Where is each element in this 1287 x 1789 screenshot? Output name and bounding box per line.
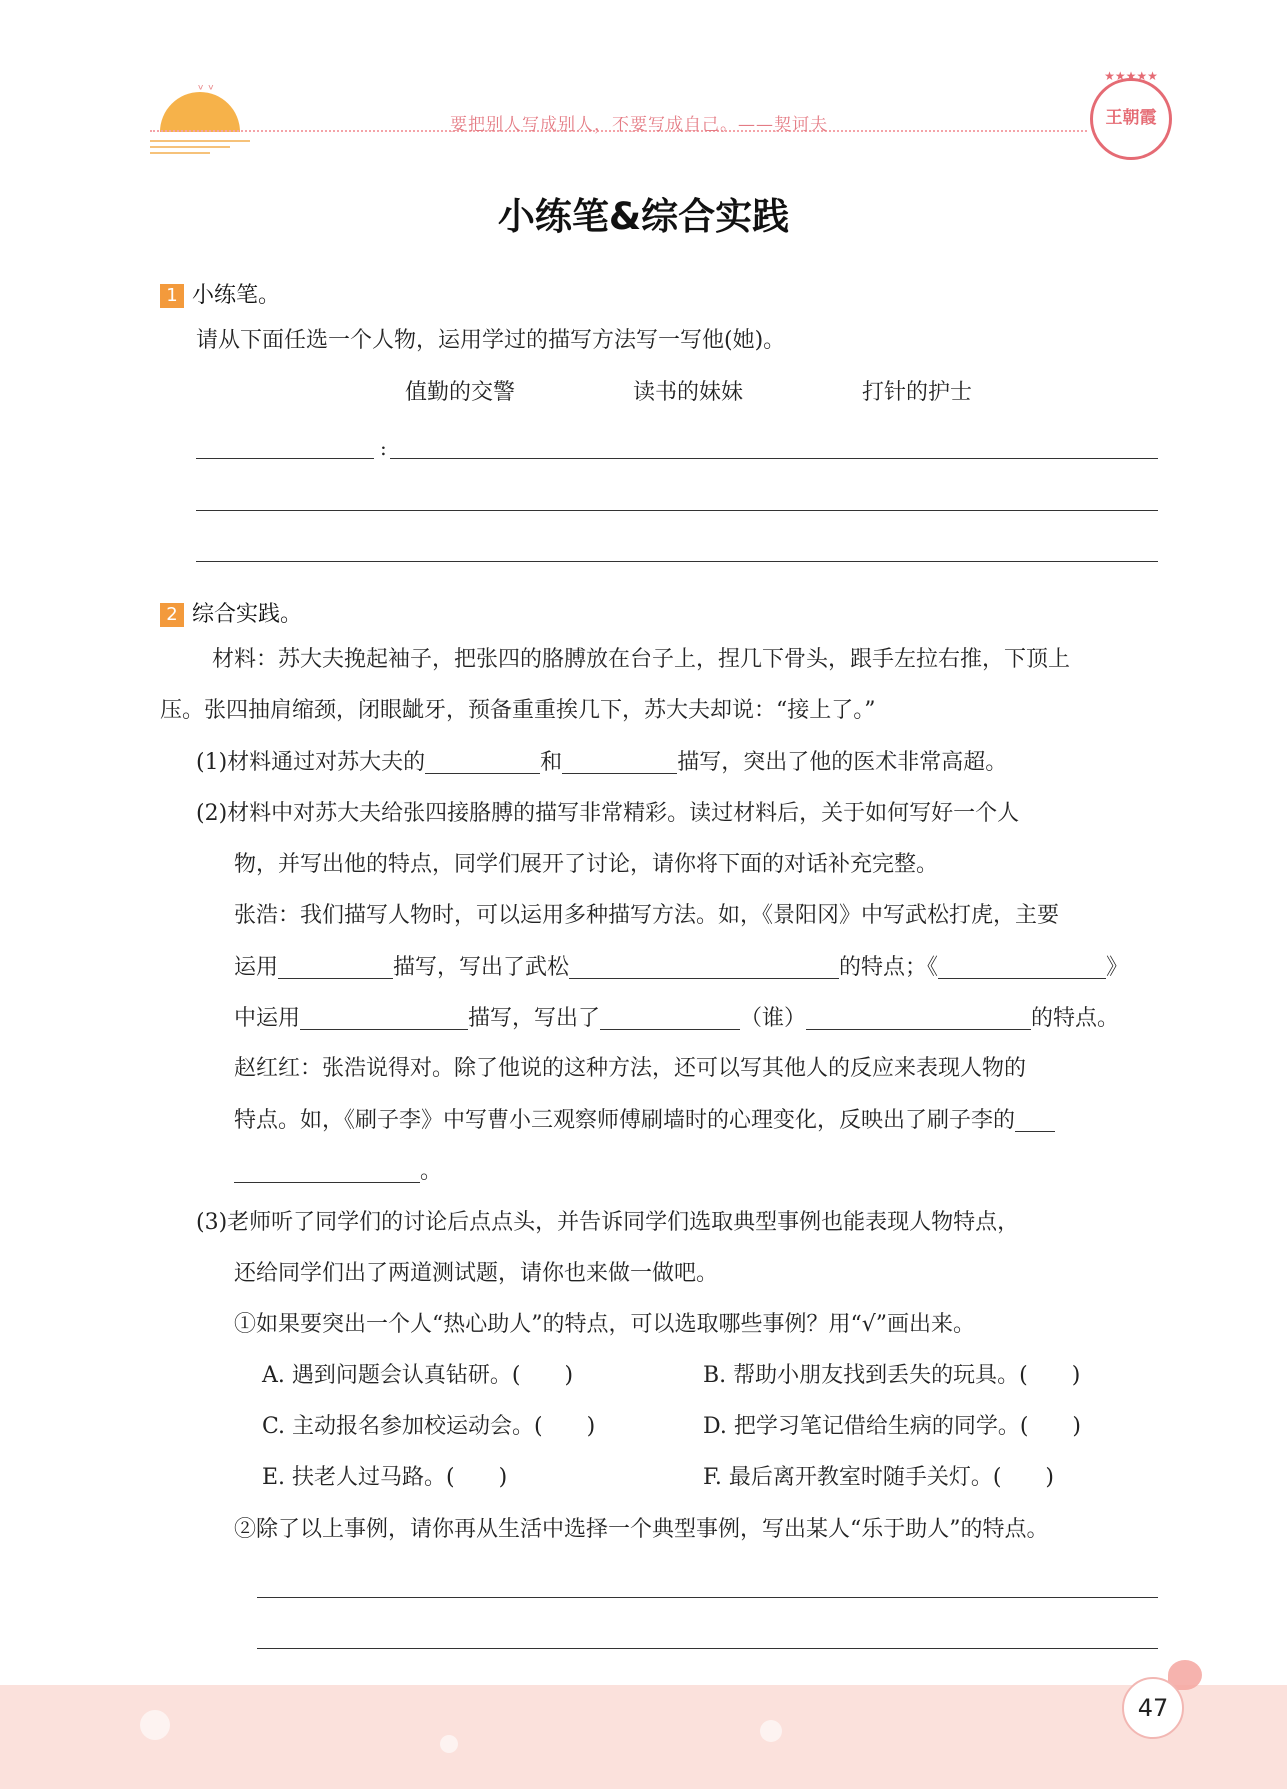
- seal-name: 王朝霞: [1105, 108, 1157, 128]
- header-quote: 要把别人写成别人，不要写成自己。——契诃夫: [450, 115, 828, 135]
- zh2-blank-3[interactable]: [938, 956, 1106, 979]
- zh2-b: 描写，写出了武松: [393, 955, 570, 980]
- zh2-a: 运用: [234, 955, 279, 980]
- zh3-blank-1[interactable]: [300, 1007, 468, 1030]
- material-text-1: 苏大夫挽起袖子，把张四的胳膊放在台子上，捏几下骨头，跟手左拉右推，下顶上: [278, 647, 1071, 672]
- section2-heading-text: 综合实践。: [192, 602, 303, 627]
- writing-line-3[interactable]: [196, 561, 1158, 562]
- seal-stars: ★★★★★: [1104, 69, 1158, 83]
- zh3-d: 的特点。: [1031, 1006, 1120, 1031]
- choice-c[interactable]: C. 主动报名参加校运动会。( ): [262, 1414, 596, 1439]
- q3-line-1: (3)老师听了同学们的讨论后点点头，并告诉同学们选取典型事例也能表现人物特点，: [196, 1210, 1020, 1235]
- sun-reflection-decoration: [150, 136, 250, 158]
- section1-number: 1: [160, 284, 184, 308]
- choice-f[interactable]: F. 最后离开教室时随手关灯。( ): [703, 1465, 1054, 1490]
- material-label: 材料：: [212, 647, 279, 672]
- q1-text-b: 和: [540, 750, 563, 775]
- publisher-seal: [1090, 69, 1172, 160]
- zhaohonghong-line-2: [234, 1109, 1055, 1132]
- q2-line-1: (2)材料中对苏大夫给张四接胳膊的描写非常精彩。读过材料后，关于如何写好一个人: [196, 801, 1020, 826]
- option-1: 值勤的交警: [405, 380, 516, 405]
- bubble-decoration: [140, 1710, 170, 1740]
- choice-d[interactable]: D. 把学习笔记借给生病的同学。( ): [703, 1414, 1082, 1439]
- zhao-blank-start[interactable]: [1015, 1109, 1055, 1132]
- zh3-b: 描写，写出了: [468, 1006, 601, 1031]
- answer-line-1[interactable]: [257, 1597, 1158, 1598]
- choice-a[interactable]: A. 遇到问题会认真钻研。( ): [262, 1363, 574, 1388]
- q2-line-2: 物，并写出他的特点，同学们展开了讨论，请你将下面的对话补充完整。: [234, 852, 939, 877]
- q3-sub-1: ①如果要突出一个人“热心助人”的特点，可以选取哪些事例？用“√”画出来。: [234, 1312, 976, 1337]
- option-2: 读书的妹妹: [633, 380, 744, 405]
- zh3-c: （谁）: [740, 1006, 807, 1031]
- writing-line-1[interactable]: [390, 458, 1158, 459]
- section2-number: 2: [160, 603, 184, 627]
- zhanghao-line-2: [234, 956, 1128, 979]
- q1: [196, 751, 1007, 774]
- zh2-blank-2[interactable]: [569, 956, 839, 979]
- q1-blank-2[interactable]: [562, 751, 677, 774]
- zh2-c: 的特点；《: [839, 955, 939, 980]
- zhaohonghong-line-3: [234, 1160, 442, 1183]
- bird-icon: ᵛ ᵛ: [198, 82, 215, 98]
- q1-text-c: 描写，突出了他的医术非常高超。: [677, 750, 1008, 775]
- zhao-blank-cont[interactable]: [234, 1160, 420, 1183]
- section1-heading-text: 小练笔。: [192, 283, 281, 308]
- option-3: 打针的护士: [862, 380, 973, 405]
- zh3-blank-3[interactable]: [806, 1007, 1031, 1030]
- q1-text-a: (1)材料通过对苏大夫的: [196, 750, 426, 775]
- q1-blank-1[interactable]: [425, 751, 540, 774]
- zh2-blank-1[interactable]: [278, 956, 393, 979]
- sun-decoration: [160, 92, 240, 132]
- bubble-decoration: [760, 1720, 782, 1742]
- zh3-a: 中运用: [234, 1006, 301, 1031]
- material-line-1: [212, 649, 1070, 671]
- zh2-d: 》: [1106, 955, 1129, 980]
- writing-line-2[interactable]: [196, 510, 1158, 511]
- zhanghao-line-1: 张浩：我们描写人物时，可以运用多种描写方法。如，《景阳冈》中写武松打虎，主要: [234, 903, 1060, 928]
- zhao-line-3-end: 。: [420, 1159, 443, 1184]
- name-colon: :: [380, 436, 387, 460]
- material-line-2: 压。张四抽肩缩颈，闭眼龇牙，预备重重挨几下，苏大夫却说：“接上了。”: [160, 698, 876, 723]
- page-title: 小练笔&综合实践: [497, 195, 790, 238]
- choice-e[interactable]: E. 扶老人过马路。( ): [262, 1465, 508, 1490]
- bubble-decoration: [440, 1735, 458, 1753]
- footer-band: [0, 1685, 1287, 1789]
- zh3-blank-2[interactable]: [600, 1007, 740, 1030]
- q3-sub-2: ②除了以上事例，请你再从生活中选择一个典型事例，写出某人“乐于助人”的特点。: [234, 1517, 1049, 1542]
- answer-line-2[interactable]: [257, 1648, 1158, 1649]
- section1-prompt: 请从下面任选一个人物，运用学过的描写方法写一写他(她)。: [196, 328, 786, 353]
- zhanghao-line-3: [234, 1007, 1119, 1030]
- zhao-line-2-text: 特点。如，《刷子李》中写曹小三观察师傅刷墙时的心理变化，反映出了刷子李的: [234, 1108, 1016, 1133]
- page-number: 47: [1122, 1677, 1184, 1739]
- q3-line-2: 还给同学们出了两道测试题，请你也来做一做吧。: [234, 1261, 719, 1286]
- section1-heading: [160, 278, 280, 309]
- choice-b[interactable]: B. 帮助小朋友找到丢失的玩具。( ): [703, 1363, 1081, 1388]
- name-blank[interactable]: [196, 458, 374, 459]
- section2-heading: [160, 597, 302, 628]
- zhaohonghong-line-1: 赵红红：张浩说得对。除了他说的这种方法，还可以写其他人的反应来表现人物的: [234, 1056, 1027, 1081]
